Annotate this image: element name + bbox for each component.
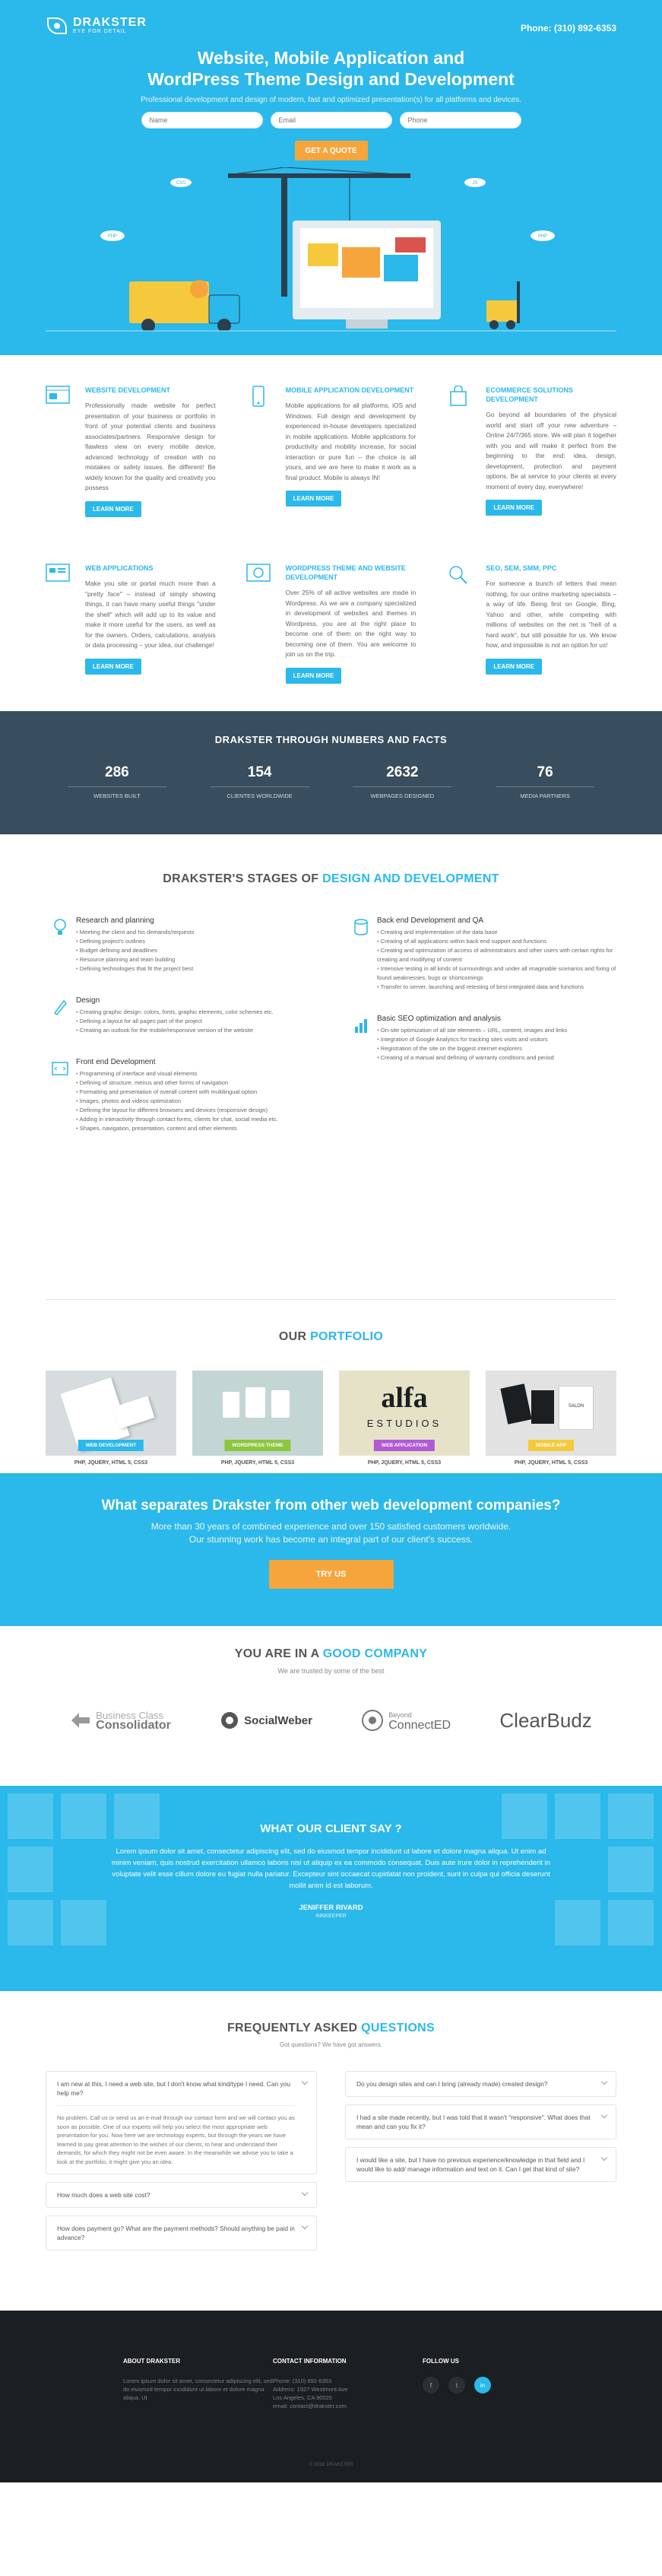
hero-section <box>0 0 662 355</box>
stat-item <box>353 764 451 799</box>
footer-phone[interactable]: Phone: (310) 892-6353 <box>273 2377 332 2384</box>
globe-icon <box>220 1710 239 1730</box>
stage-item: • Defining project's outlines <box>76 937 315 946</box>
stage-item: • Programming of interface and visual elements <box>76 1069 315 1078</box>
learn-more-button[interactable]: LEARN MORE <box>486 500 542 516</box>
stage-item: • Defining a layout for all pages part of the project <box>76 1017 315 1026</box>
portfolio-image[interactable] <box>192 1371 323 1456</box>
forklift-icon <box>486 281 520 329</box>
portfolio-item[interactable] <box>339 1371 470 1466</box>
portfolio-title <box>0 1330 662 1344</box>
footer-address-1: Address: 1927 Westmont Ave <box>273 2386 348 2393</box>
portfolio-category: MOBILE APP <box>528 1440 574 1451</box>
client-logo-line2: Consolidator <box>96 1719 171 1732</box>
browser-icon <box>46 386 70 407</box>
stage-item: • Creating graphic design: colors, fonts, graphic elements, color schemes etc. <box>76 1008 315 1017</box>
portfolio-tech: PHP, JQUERY, HTML 5, CSS3 <box>220 1460 295 1466</box>
truck-icon <box>129 280 239 332</box>
service-webapps <box>46 564 216 711</box>
eye-icon <box>47 17 67 34</box>
faq-question[interactable]: I would like a site, but I have no previous experience/knowledge in that field and I would like to add/ manage information and text on it. Can I get that kind of site? <box>356 2156 585 2173</box>
pencil-icon <box>52 998 68 1016</box>
chevron-down-icon[interactable] <box>302 2190 308 2196</box>
clients-subtitle: We are trusted by some of the best <box>277 1667 385 1675</box>
faq-left-column <box>46 2071 317 2258</box>
stage-seo <box>347 1015 616 1062</box>
phone-input[interactable] <box>400 112 521 129</box>
stages-title-a: DRAKSTER'S STAGES OF <box>163 872 323 885</box>
footer-follow <box>423 2358 572 2410</box>
portfolio-mockup-cup: SALON <box>568 1404 584 1409</box>
database-icon <box>353 918 369 936</box>
bg-word-2: MAN <box>14 1858 38 1870</box>
analytics-icon <box>353 1016 369 1034</box>
client-logo-clearbudz <box>499 1709 591 1733</box>
portfolio-mockup-brand: alfa <box>381 1382 428 1414</box>
portfolio-title-b: PORTFOLIO <box>310 1330 384 1343</box>
service-title: SEO, SEM, SMM, PPC <box>486 564 557 572</box>
bg-word-1: KA <box>14 1846 30 1858</box>
stages-left-column <box>46 916 315 1156</box>
hero-title <box>0 47 662 90</box>
faq-question[interactable]: How much does a web site cost? <box>57 2191 150 2199</box>
stat-item <box>211 764 309 799</box>
portfolio-category: WEB APPLICATION <box>374 1440 435 1451</box>
construction-illustration <box>0 167 662 355</box>
client-logo-line1: ClearBudz <box>499 1708 592 1732</box>
cta-line1: More than 30 years of combined experience and over 150 satisfied customers worldwide. <box>150 1521 512 1532</box>
stats-row <box>46 764 616 799</box>
faq-item[interactable] <box>345 2104 616 2139</box>
faq-section <box>0 1991 662 2311</box>
faq-item-open[interactable] <box>46 2071 317 2174</box>
social-links <box>423 2377 572 2393</box>
portfolio-item[interactable] <box>486 1371 616 1466</box>
numbers-section <box>0 711 662 834</box>
service-seo <box>446 564 616 711</box>
faq-question[interactable]: I am new at this, I need a web site, but I don't know what kind/type I need. Can you help me? <box>57 2080 291 2097</box>
faq-item[interactable] <box>345 2147 616 2182</box>
stat-value: 154 <box>247 764 272 780</box>
stat-value: 2632 <box>386 764 419 780</box>
portfolio-category: WORDPRESS THEME <box>224 1440 290 1451</box>
stages-title <box>46 872 616 886</box>
stages-right-column <box>347 916 616 1156</box>
faq-item[interactable] <box>46 2182 317 2208</box>
service-title: WEB APPLICATIONS <box>85 564 154 572</box>
facebook-icon[interactable]: f <box>423 2377 439 2393</box>
portfolio-tech: PHP, JQUERY, HTML 5, CSS3 <box>367 1460 442 1466</box>
portfolio-tech: PHP, JQUERY, HTML 5, CSS3 <box>74 1460 148 1466</box>
arrows-icon <box>70 1710 91 1730</box>
learn-more-button[interactable]: LEARN MORE <box>286 668 342 684</box>
stage-backend <box>347 916 616 992</box>
service-text: Make you site or portal much more than a "pretty face" – instead of simply showing things, it can have many useful things "under the shell" which will add up to its value and make it more useful for the users, as well as for the owners. Orders, calculations, analysis or data processing – your idea, our challenge! <box>85 580 216 649</box>
cta-section <box>0 1473 662 1626</box>
clients-title <box>0 1647 662 1661</box>
stage-item: • Shapes, navigation, presentation, content and other elements <box>76 1124 315 1133</box>
faq-item[interactable] <box>46 2215 317 2250</box>
service-wordpress <box>246 564 417 711</box>
footer <box>0 2311 662 2482</box>
chevron-down-icon[interactable] <box>601 2079 607 2085</box>
try-us-button[interactable]: TRY US <box>269 1560 394 1589</box>
portfolio-mockup-sub: ESTUDIOS <box>366 1418 442 1429</box>
service-text: For someone a bunch of letters that mean nothing, for our online marketing specialists – a way of life. Being first on Google, Bing, Yahoo and other, while competing with millions of websites on the net is "hell of a hard work", but still possible for us. We know how, and impossible is not an option for us! <box>486 580 616 649</box>
faq-right-column <box>345 2071 616 2258</box>
shopping-bag-icon <box>446 386 470 407</box>
client-logo-connected <box>361 1709 451 1732</box>
hero-subtitle: Professional development and design of modern, fast and optimized presentation(s) for all platforms and devices. <box>141 96 521 104</box>
stat-label: MEDIA PARTNERS <box>520 792 570 799</box>
twitter-icon[interactable]: t <box>448 2377 465 2393</box>
section-divider <box>46 1299 616 1300</box>
quote-form <box>0 112 662 129</box>
stage-item: • Intensive testing in all kinds of surroundings and under all imaginable scenarios and fixing of found weaknesses, bugs or shortcomings <box>377 964 616 983</box>
service-text: Mobile applications for all platforms, iOS and Windows. Full design and development by experienced in-house developers specialized in mobile applications. Mobile applications for productivity and mobility increase, for social interaction or pure fun – the choice is all yours, and we are here to make it work as a final product. Mobile is always IN! <box>285 402 417 481</box>
stage-design <box>46 996 315 1035</box>
stage-item: • Images, photos and videos optimization <box>76 1097 315 1106</box>
service-text: Go beyond all boundaries of the physical world and start off your new adventure – Online 24/7/365 store. We will plan it together with you and will make it perfect from the beginning to the end: idea, design, development, protection and payment options. Be at service to your clients at every moment of every day, everywhere! <box>486 411 616 491</box>
web-app-icon <box>46 564 70 585</box>
portfolio-grid <box>0 1371 662 1466</box>
stage-item: • Creating of all applications within back end support and functions <box>377 937 616 946</box>
chevron-down-icon[interactable] <box>601 2155 607 2161</box>
stage-item: • On-site optimization of all site elements – URL, content, images and links <box>377 1026 616 1035</box>
cloud-label-1: PHP <box>107 234 118 239</box>
service-ecommerce <box>446 386 616 533</box>
chevron-down-icon[interactable] <box>601 2112 607 2118</box>
chevron-down-icon[interactable] <box>302 2079 308 2085</box>
stage-item: • Defining the layout for different browsers and devices (responsive design) <box>76 1106 315 1115</box>
service-title: WORDPRESS THEME AND WEBSITE DEVELOPMENT <box>285 564 406 581</box>
top-bar <box>0 0 662 46</box>
service-title: MOBILE APPLICATION DEVELOPMENT <box>285 386 414 394</box>
faq-item[interactable] <box>345 2071 616 2097</box>
logo[interactable] <box>47 17 147 35</box>
linkedin-icon[interactable]: in <box>474 2377 491 2393</box>
testimonial-title: WHAT OUR CLIENT SAY ? <box>260 1822 402 1835</box>
stage-title: Front end Development <box>76 1058 156 1066</box>
stage-item: • Defining of structure, menus and other forms of navigation <box>76 1078 315 1088</box>
clients-title-b: GOOD COMPANY <box>322 1647 428 1660</box>
faq-question[interactable]: I had a site made recently, but I was told that it wasn't "responsive". What does that mean and can you fix it? <box>356 2114 591 2130</box>
stat-value: 286 <box>105 764 129 780</box>
footer-contact-title: CONTACT INFORMATION <box>273 2358 347 2365</box>
client-logo-socialweber <box>220 1710 312 1730</box>
service-text: Over 25% of all active websites are made in Wordpress. As we are a company specialized in development of websites and themes in Wordpress, you are at the right place to become one of them on the right way to becoming one of them. You are welcome to join us on the trip. <box>285 589 417 658</box>
footer-contact <box>273 2358 423 2410</box>
service-title: ECOMMERCE SOLUTIONS DEVELOPMENT <box>486 386 573 403</box>
cloud-label-3: JS <box>472 181 478 186</box>
portfolio-tech: PHP, JQUERY, HTML 5, CSS3 <box>514 1460 588 1466</box>
clients-title-a: YOU ARE IN A <box>234 1647 323 1660</box>
hero-title-line2: WordPress Theme Design and Development <box>147 69 515 89</box>
testimonial-quote: Lorem ipsum dolor sit amet, consectetur adipiscing elit, sed do eiusmod tempor incididunt ut labore et dolore magna aliqua. Ut enim ad minim veniam, quis nostrud exercitation ullamco laboris nisi ut aliquip ex ea commodo consequat. Duis aute irure dolor in reprehenderit in voluptate velit esse cillum dolore eu fugiat nulla pariatur. Excepteur sint occaecat cupidatat non proident, sunt in culpa qui officia deserunt mollit anim id est laborum. <box>111 1847 551 1890</box>
stage-research <box>46 916 315 974</box>
brand-name: DRAKSTER <box>73 16 147 29</box>
mobile-icon <box>246 386 271 407</box>
chevron-down-icon[interactable] <box>302 2223 308 2229</box>
stat-value: 76 <box>537 764 553 780</box>
stage-item: • Budget defining and deadlines <box>76 946 315 955</box>
code-window-icon <box>52 1059 68 1078</box>
bg-word-3: SKI <box>14 1870 32 1882</box>
client-logos <box>0 1705 662 1736</box>
get-quote-button[interactable]: GET A QUOTE <box>295 141 368 160</box>
stage-item: • Resource planning and team building <box>76 955 315 964</box>
testimonial-section <box>0 1786 662 1991</box>
header-phone[interactable]: Phone: (310) 892-6353 <box>520 23 616 33</box>
footer-about <box>123 2358 273 2410</box>
footer-email[interactable]: email: contact@drakster.com <box>273 2403 347 2409</box>
stage-title: Design <box>76 996 100 1005</box>
stage-title: Back end Development and QA <box>377 916 484 925</box>
client-logo-business-class <box>70 1710 171 1730</box>
stage-title: Basic SEO optimization and analysis <box>377 1015 501 1023</box>
client-logo-line2: ConnectED <box>388 1719 451 1732</box>
learn-more-button[interactable]: LEARN MORE <box>486 659 542 675</box>
portfolio-category: WEB DEVELOPMENT <box>78 1440 144 1451</box>
numbers-title: DRAKSTER THROUGH NUMBERS AND FACTS <box>214 734 448 745</box>
portfolio-image[interactable] <box>46 1371 176 1456</box>
faq-subtitle: Got questions? We have got answers. <box>279 2041 383 2048</box>
stage-item: • Transfer to server, launching and retesting of best-integrated data and functions <box>377 983 616 992</box>
brand-tagline: EYE FOR DETAIL <box>73 29 127 34</box>
network-icon <box>361 1709 384 1732</box>
faq-question[interactable]: Do you design sites and can I bring (already made) created design? <box>356 2080 548 2088</box>
client-logo-line1: Business Class <box>96 1710 164 1721</box>
stages-section <box>0 834 662 1300</box>
stat-label: CLIENTES WORLDWIDE <box>226 792 293 799</box>
stat-item <box>496 764 594 799</box>
copyright: © 2016 DRAKSTER <box>309 2462 353 2467</box>
learn-more-button[interactable]: LEARN MORE <box>85 501 141 517</box>
stage-item: • Integration of Google Analytics for tracking sites visits and visitors <box>377 1035 616 1044</box>
monitor-icon <box>293 221 441 329</box>
wordpress-icon <box>246 564 271 585</box>
stage-item: • Registration of the site on the biggest internet explorers <box>377 1044 616 1053</box>
portfolio-image[interactable] <box>339 1371 470 1456</box>
hero-title-line1: Website, Mobile Application and <box>197 48 465 68</box>
portfolio-item[interactable] <box>192 1371 323 1466</box>
footer-about-text: Lorem ipsum dolor sit amet, consectetur adipiscing elit, sed do eiusmod tempor incididunt ut labore et dolore magna aliqua. Ut <box>123 2377 273 2401</box>
footer-address-2: Los Angeles, CA 90025 <box>273 2394 332 2401</box>
stage-item: • Defining technologies that fit the project best <box>76 964 315 974</box>
faq-title <box>0 2022 662 2035</box>
name-input[interactable] <box>141 112 263 129</box>
clients-section <box>0 1626 662 1786</box>
client-logo-line1: SocialWeber <box>244 1714 312 1727</box>
stage-item: • Creating of a manual and defining of warranty conditions and period <box>377 1053 616 1062</box>
service-title: WEBSITE DEVELOPMENT <box>85 386 171 394</box>
service-web <box>46 386 216 533</box>
portfolio-section <box>0 1300 662 1473</box>
faq-title-a: FREQUENTLY ASKED <box>226 2022 362 2034</box>
portfolio-title-a: OUR <box>278 1330 311 1343</box>
stage-item: • Adding in interactivity through contact forms, clients for chat, social media etc. <box>76 1115 315 1124</box>
cta-text <box>0 1520 662 1546</box>
learn-more-button[interactable]: LEARN MORE <box>286 491 342 507</box>
stat-item <box>68 764 166 799</box>
faq-answer: No problem. Call us or send us an e-mail through our contact form and we will contact you as soon as possible. One of our experts will help you select the most appropriate web presentation for you. Now here we are technology experts, but through the years we have learned to pay great attention to the wishes of our clients, to hear and understand their demands, for which they might not be even aware. In the meanwhile we advise you to take a look at the portfolio, it might give you an idea. <box>57 2105 295 2166</box>
stage-item: • Creating and implementation of the data base <box>377 928 616 937</box>
faq-title-b: QUESTIONS <box>361 2022 436 2034</box>
testimonial-author: JENIFFER RIVARD <box>299 1904 363 1912</box>
stage-item: • Creating and optimization of access of administrators and other users with certain rights for creating and modifying of content <box>377 946 616 964</box>
stages-title-b: DESIGN AND DEVELOPMENT <box>322 872 499 885</box>
cta-line2: Our stunning work has become an integral part of our client's success. <box>188 1534 474 1545</box>
learn-more-button[interactable]: LEARN MORE <box>85 659 141 675</box>
seo-icon <box>446 564 470 585</box>
portfolio-image[interactable] <box>486 1371 616 1456</box>
faq-question[interactable]: How does payment go? What are the payment methods? Should anything be paid in advance? <box>57 2225 295 2241</box>
service-text: Professionally made website for perfect presentation of your business or portfolio in front of your potential clients and business associates/partners. Responsive design for flawless view on every mobile device, advanced technology of creation with no mistakes or safety issues. Be different! Be widely known for the quality and creativity you possess <box>85 402 216 491</box>
stage-title: Research and planning <box>76 916 154 925</box>
stat-label: WEBPAGES DESIGNED <box>370 792 435 799</box>
lightbulb-icon <box>52 918 68 936</box>
service-mobile <box>246 386 417 533</box>
cloud-label-2: CSS <box>176 181 186 186</box>
email-input[interactable] <box>271 112 392 129</box>
stage-item: • Formatting and presentation of overall content with multilingual option <box>76 1088 315 1097</box>
cloud-label-4: PHP <box>537 234 548 239</box>
footer-about-title: ABOUT DRAKSTER <box>123 2358 181 2365</box>
stage-item: • Meeting the client and his demands/requests <box>76 928 315 937</box>
stat-label: WEBSITES BUILT <box>93 792 141 799</box>
portfolio-item[interactable] <box>46 1371 176 1466</box>
stage-frontend <box>46 1058 315 1133</box>
testimonial-role: INNKEEPER <box>315 1914 347 1919</box>
services-section <box>0 355 662 711</box>
client-logo-line1: Beyond <box>388 1711 412 1719</box>
footer-follow-title: FOLLOW US <box>423 2358 459 2365</box>
cta-title: What separates Drakster from other web development companies? <box>101 1498 561 1514</box>
stage-item: • Creating an outlook for the mobile/responsive version of the website <box>76 1026 315 1035</box>
